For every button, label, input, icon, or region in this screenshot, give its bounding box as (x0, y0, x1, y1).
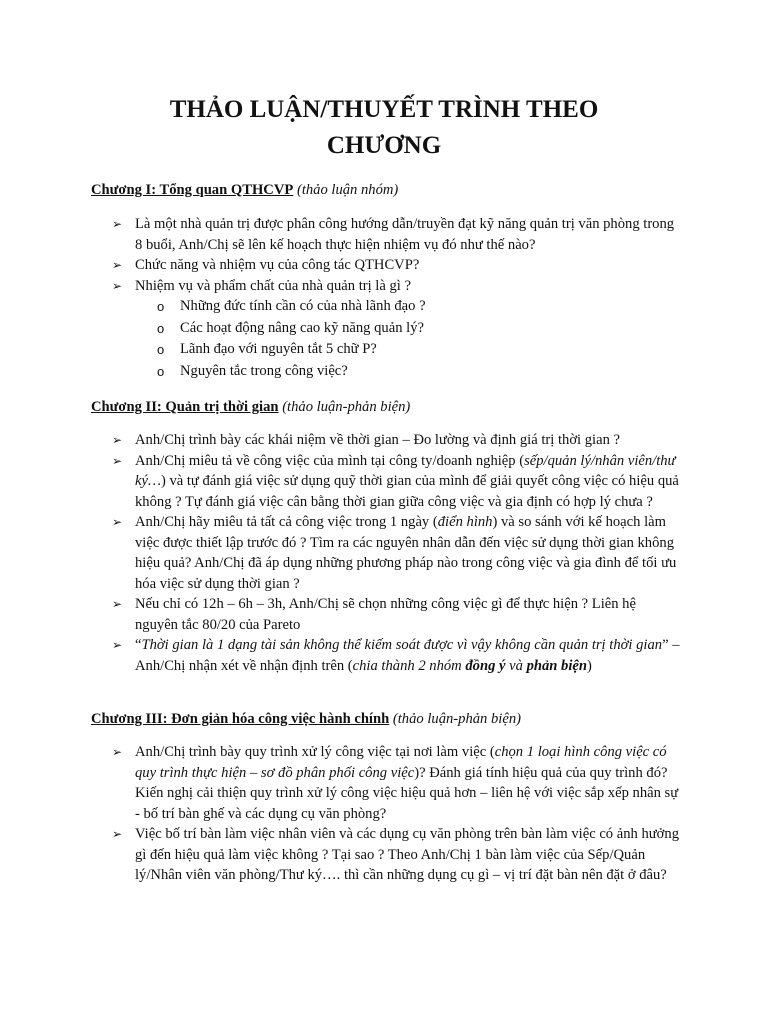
circle-bullet-icon: o (157, 342, 165, 357)
arrow-bullet-icon: ➢ (112, 827, 123, 841)
sub-list-item-text: Lãnh đạo với nguyên tắt 5 chữ P? (180, 341, 377, 357)
list-item-text: “Thời gian là 1 dạng tài sản không thể kiếm soát được vì vậy không cần quản trị thời gian” – Anh/Chị nhận xét về nhận định trên (chia thành 2 nhóm đồng ý và phản biện) (135, 637, 680, 674)
chapter-1-title: Chương I: Tổng quan QTHCVP (91, 182, 294, 198)
sub-list-item-text: Nguyên tắc trong công việc? (180, 362, 348, 379)
arrow-bullet-icon: ➢ (112, 453, 123, 468)
chapter-3-title: Chương III: Đơn giản hóa công việc hành chính (91, 711, 390, 727)
circle-bullet-icon: o (157, 320, 165, 336)
list-item (112, 276, 682, 383)
sub-list-item (157, 318, 682, 340)
title-line-2: CHƯƠNG (326, 132, 442, 159)
arrow-bullet-icon: ➢ (112, 597, 123, 611)
arrow-bullet-icon: ➢ (112, 258, 123, 272)
chapter-1-list (112, 214, 682, 382)
list-item (112, 430, 682, 451)
chapter-1-heading (91, 180, 691, 201)
list-item-text: Anh/Chị miêu tả về công việc của mình tại công ty/doanh nghiệp (sếp/quản lý/nhân viên/thư ký…) và tự đánh giá việc sử dụng quỹ thời gian của mình để giải quyết công việc có hiệu quả không ? Tự đánh giá việc cân bằng thời gian giữa công việc và gia định có hợp lý chưa ? (135, 452, 679, 510)
sub-list-item (157, 339, 682, 361)
chapter-2-note: (thảo luận-phản biện) (282, 399, 411, 415)
chapter-3-note: (thảo luận-phản biện) (392, 711, 521, 727)
circle-bullet-icon: o (157, 299, 165, 314)
list-item (112, 635, 682, 676)
list-item (112, 512, 682, 594)
sub-list-item-text: Các hoạt động nâng cao kỹ năng quản lý? (180, 319, 424, 336)
chapter-3-heading (91, 709, 691, 730)
sub-list (157, 296, 682, 382)
arrow-bullet-icon: ➢ (112, 217, 123, 231)
arrow-bullet-icon: ➢ (112, 515, 123, 529)
page-title (100, 92, 668, 164)
list-item-text: Anh/Chị trình bày các khái niệm về thời gian – Đo lường và định giá trị thời gian ? (135, 432, 620, 448)
circle-bullet-icon: o (157, 363, 165, 379)
chapter-2-title: Chương II: Quản trị thời gian (91, 399, 279, 415)
list-item-text: Chức năng và nhiệm vụ của công tác QTHCVP? (135, 257, 420, 273)
sub-list-item (157, 296, 682, 318)
list-item-text: Nhiệm vụ và phẩm chất của nhà quản trị là gì ? (135, 277, 411, 294)
title-line-1: THẢO LUẬN/THUYẾT TRÌNH THEO (169, 96, 599, 123)
chapter-2-heading (91, 397, 691, 418)
chapter-2-list (112, 430, 682, 676)
list-item-text: Việc bố trí bàn làm việc nhân viên và các dụng cụ văn phòng trên bàn làm việc có ảnh hưởng gì đến hiệu quả làm việc không ? Tại sao ? Theo Anh/Chị 1 bàn làm việc của Sếp/Quản lý/Nhân viên văn phòng/Thư ký…. thì cần những dụng cụ gì – vị trí đặt bàn nên đặt ở đâu? (135, 826, 679, 883)
sub-list-item-text: Những đức tính cần có của nhà lãnh đạo ? (180, 298, 426, 314)
chapter-3-list (112, 742, 682, 886)
arrow-bullet-icon: ➢ (112, 433, 123, 447)
list-item-text: Anh/Chị trình bày quy trình xử lý công việc tại nơi làm việc (chọn 1 loại hình công việc có quy trình thực hiện – sơ đồ phân phối công việc)? Đánh giá tính hiệu quả của quy trình đó? Kiến nghị cải thiện quy trình xử lý công việc hiệu quả hơn – liên hệ với việc sắp xếp nhân sự - bố trí bàn ghế và các dụng cụ văn phòng? (135, 744, 679, 822)
chapter-1-note: (thảo luận nhóm) (296, 182, 399, 198)
arrow-bullet-icon: ➢ (112, 638, 123, 652)
list-item (112, 594, 682, 635)
sub-list-item (157, 361, 682, 383)
list-item (112, 255, 682, 276)
list-item (112, 214, 682, 255)
list-item (112, 824, 682, 886)
list-item (112, 742, 682, 824)
arrow-bullet-icon: ➢ (112, 278, 123, 293)
list-item-text: Là một nhà quản trị được phân công hướng dẫn/truyền đạt kỹ năng quản trị văn phòng trong 8 buổi, Anh/Chị sẽ lên kế hoạch thực hiện nhiệm vụ đó như thế nào? (135, 216, 675, 253)
list-item-text: Anh/Chị hãy miêu tả tất cả công việc trong 1 ngày (điển hình) và so sánh với kế hoạch làm việc được thiết lập trước đó ? Tìm ra các nguyên nhân dẫn đến việc sử dụng thời gian không hiệu quả? Anh/Chị đã áp dụng những phương pháp nào trong công việc và gia đình để tối ưu hóa việc sử dụng thời gian ? (135, 514, 677, 592)
arrow-bullet-icon: ➢ (112, 745, 123, 759)
list-item (112, 451, 682, 513)
list-item-text: Nếu chỉ có 12h – 6h – 3h, Anh/Chị sẽ chọn những công việc gì để thực hiện ? Liên hệ nguyên tắc 80/20 của Pareto (135, 596, 636, 633)
